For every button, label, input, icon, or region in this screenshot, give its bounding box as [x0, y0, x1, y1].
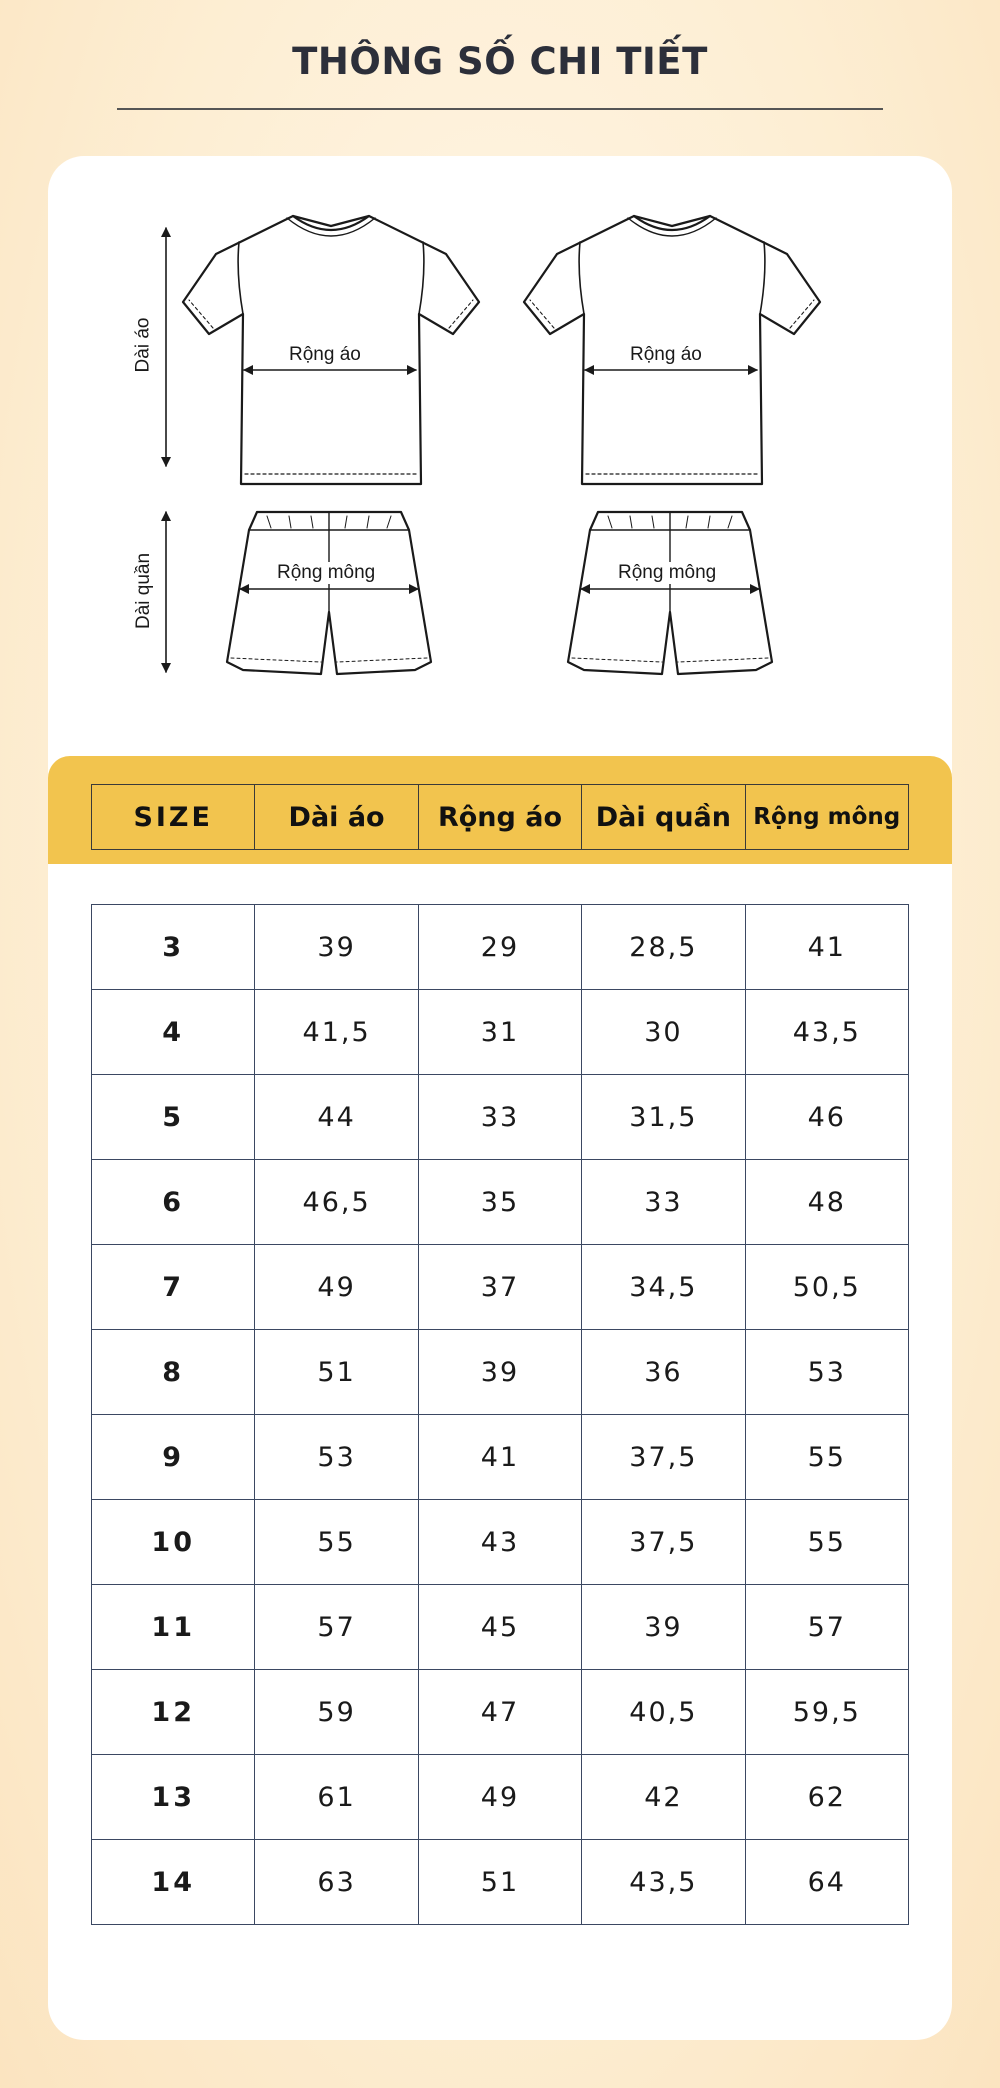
hip-width-cell: 41: [745, 905, 908, 990]
size-cell: 13: [92, 1755, 255, 1840]
header-shirt-length: Dài áo: [255, 785, 418, 850]
header-pants-length: Dài quần: [582, 785, 745, 850]
pants-length-cell: 40,5: [582, 1670, 745, 1755]
hip-width-cell: 53: [745, 1330, 908, 1415]
garment-diagram: [48, 156, 952, 756]
size-cell: 9: [92, 1415, 255, 1500]
shirt-length-cell: 63: [255, 1840, 418, 1925]
page-title: THÔNG SỐ CHI TIẾT: [292, 40, 708, 83]
shirt-length-cell: 55: [255, 1500, 418, 1585]
hip-width-cell: 55: [745, 1415, 908, 1500]
pants-length-cell: 36: [582, 1330, 745, 1415]
hip-width-cell: 50,5: [745, 1245, 908, 1330]
table-row: [92, 1415, 909, 1500]
pants-length-cell: 39: [582, 1585, 745, 1670]
pants-length-cell: 37,5: [582, 1415, 745, 1500]
size-cell: 7: [92, 1245, 255, 1330]
hip-width-cell: 43,5: [745, 990, 908, 1075]
pants-length-label: Dài quần: [133, 552, 155, 630]
table-row: [92, 905, 909, 990]
pants-length-cell: 34,5: [582, 1245, 745, 1330]
size-chart-card: [48, 156, 952, 2040]
pants-length-cell: 37,5: [582, 1500, 745, 1585]
pants-length-cell: 42: [582, 1755, 745, 1840]
size-cell: 14: [92, 1840, 255, 1925]
garment-illustration: [48, 156, 952, 756]
size-table-header: [91, 784, 909, 850]
size-table: [91, 904, 909, 1925]
shirt-length-cell: 57: [255, 1585, 418, 1670]
header-shirt-width: Rộng áo: [418, 785, 581, 850]
hip-width-cell: 57: [745, 1585, 908, 1670]
shirt-length-cell: 41,5: [255, 990, 418, 1075]
shirt-width-cell: 49: [418, 1755, 581, 1840]
table-row: [92, 1585, 909, 1670]
size-cell: 12: [92, 1670, 255, 1755]
hip-width-cell: 59,5: [745, 1670, 908, 1755]
shirt-width-cell: 41: [418, 1415, 581, 1500]
pants-length-cell: 33: [582, 1160, 745, 1245]
header-size: SIZE: [92, 785, 255, 850]
shirt-width-cell: 51: [418, 1840, 581, 1925]
header-hip-width: Rộng mông: [745, 785, 908, 850]
table-row: [92, 1840, 909, 1925]
table-row: [92, 1330, 909, 1415]
hip-width-cell: 62: [745, 1755, 908, 1840]
size-cell: 11: [92, 1585, 255, 1670]
table-row: [92, 1160, 909, 1245]
hip-width-front-label: Rộng mông: [274, 562, 378, 584]
size-cell: 6: [92, 1160, 255, 1245]
hip-width-cell: 64: [745, 1840, 908, 1925]
size-cell: 4: [92, 990, 255, 1075]
shirt-width-cell: 43: [418, 1500, 581, 1585]
pants-length-cell: 28,5: [582, 905, 745, 990]
shirt-width-cell: 29: [418, 905, 581, 990]
pants-length-cell: 43,5: [582, 1840, 745, 1925]
shirt-width-front-label: Rộng áo: [286, 344, 364, 366]
table-row: [92, 1500, 909, 1585]
shirt-width-cell: 31: [418, 990, 581, 1075]
shirt-length-cell: 59: [255, 1670, 418, 1755]
shirt-length-cell: 61: [255, 1755, 418, 1840]
size-cell: 3: [92, 905, 255, 990]
pants-length-cell: 30: [582, 990, 745, 1075]
shirt-length-cell: 46,5: [255, 1160, 418, 1245]
hip-width-cell: 48: [745, 1160, 908, 1245]
shirt-width-cell: 33: [418, 1075, 581, 1160]
shirt-length-cell: 39: [255, 905, 418, 990]
pants-length-cell: 31,5: [582, 1075, 745, 1160]
shirt-width-cell: 45: [418, 1585, 581, 1670]
table-row: [92, 1670, 909, 1755]
shirt-width-cell: 35: [418, 1160, 581, 1245]
table-row: [92, 1075, 909, 1160]
shirt-length-cell: 51: [255, 1330, 418, 1415]
table-row: [92, 1755, 909, 1840]
hip-width-cell: 55: [745, 1500, 908, 1585]
shirt-width-cell: 37: [418, 1245, 581, 1330]
table-row: [92, 1245, 909, 1330]
size-cell: 10: [92, 1500, 255, 1585]
shirt-width-back-label: Rộng áo: [627, 344, 705, 366]
shirt-length-label: Dài áo: [132, 317, 154, 373]
size-cell: 8: [92, 1330, 255, 1415]
hip-width-back-label: Rộng mông: [615, 562, 719, 584]
table-row: [92, 990, 909, 1075]
shirt-length-cell: 53: [255, 1415, 418, 1500]
title-divider: [117, 108, 883, 110]
shirt-length-cell: 49: [255, 1245, 418, 1330]
hip-width-cell: 46: [745, 1075, 908, 1160]
size-cell: 5: [92, 1075, 255, 1160]
shirt-length-cell: 44: [255, 1075, 418, 1160]
shirt-width-cell: 39: [418, 1330, 581, 1415]
shirt-width-cell: 47: [418, 1670, 581, 1755]
